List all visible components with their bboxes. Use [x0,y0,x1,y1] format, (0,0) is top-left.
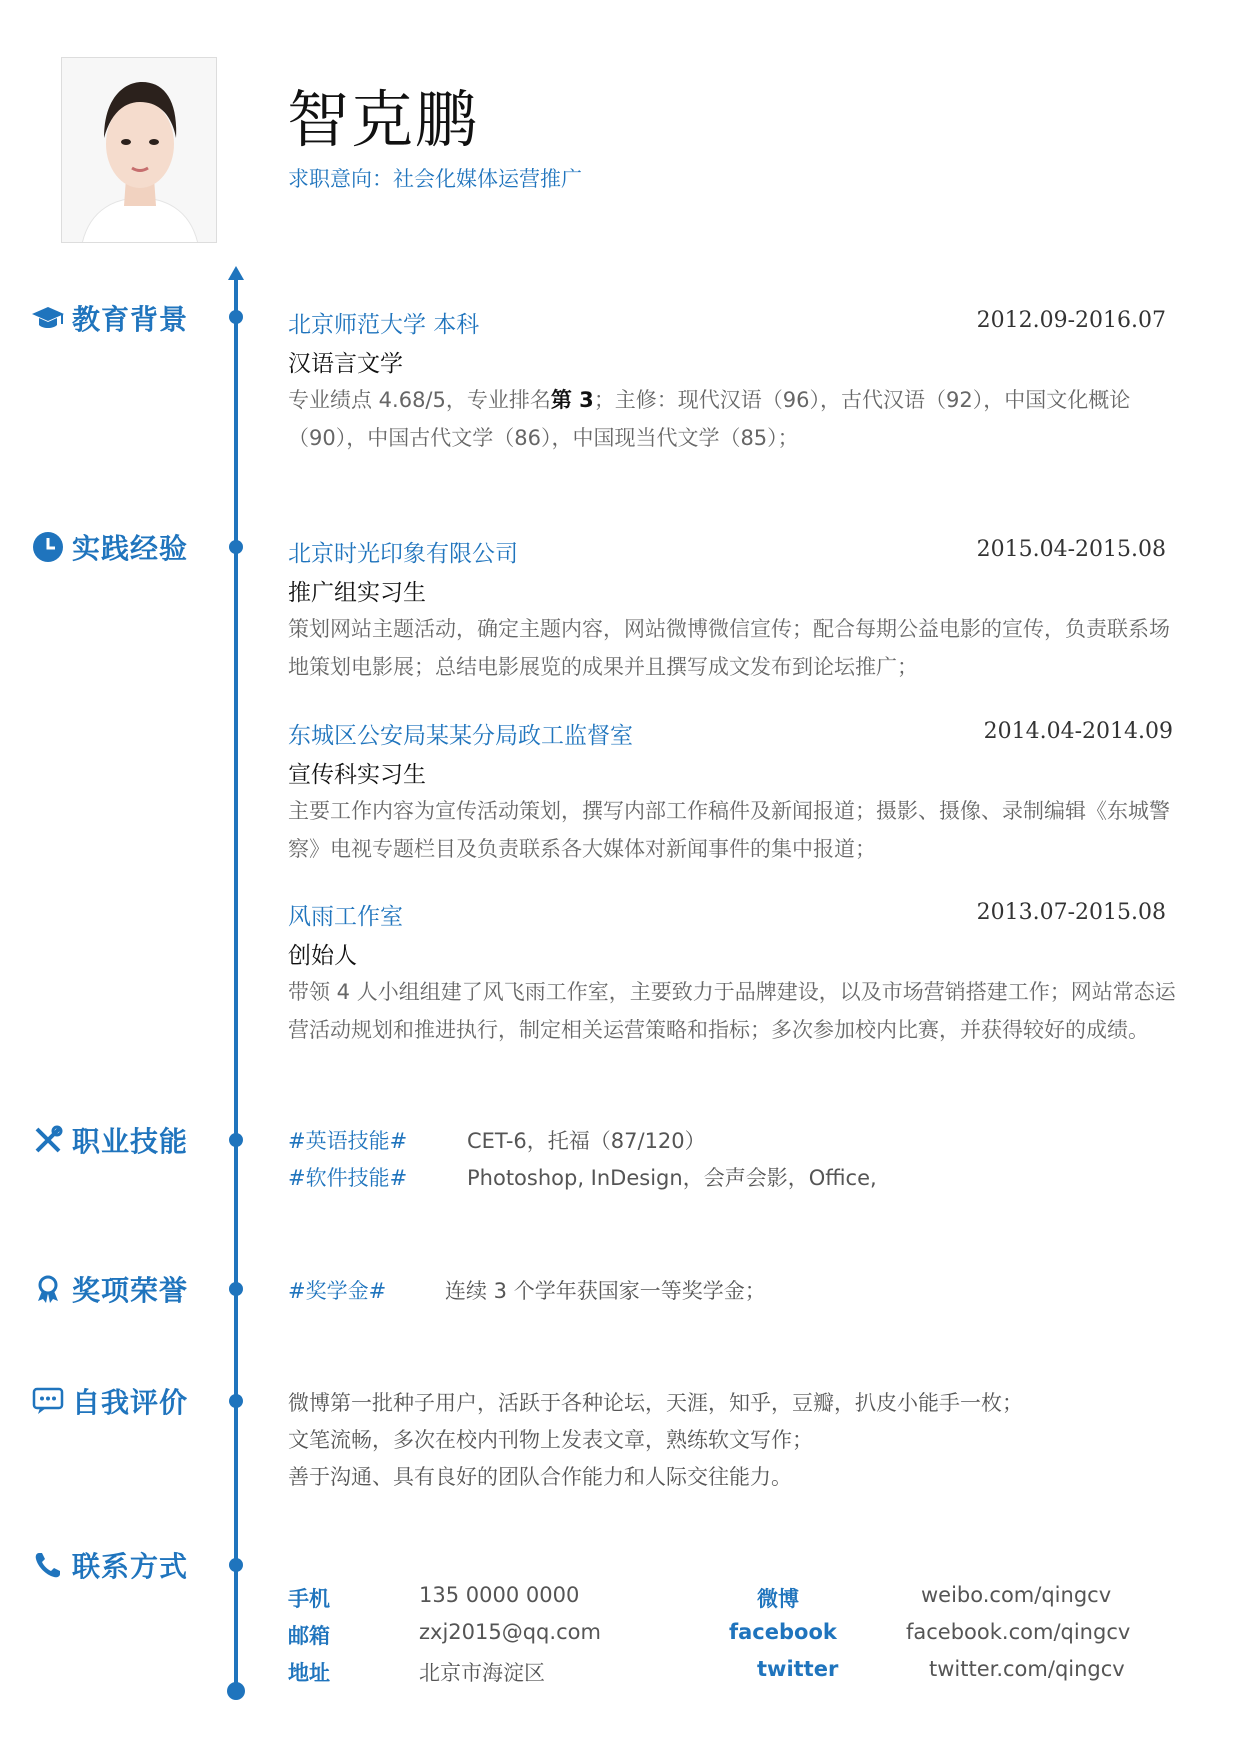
experience-date-2: 2014.04-2014.09 [983,719,1173,744]
section-experience-heading [30,527,188,567]
contact-label-weibo: 微博 [757,1587,799,1611]
contact-label-address: 地址 [288,1661,330,1685]
experience-role-1: 推广组实习生 [288,580,426,606]
timeline-dot [229,310,243,324]
section-contact-title: 联系方式 [72,1550,189,1583]
timeline-dot [229,1394,243,1408]
contact-value-address: 北京市海淀区 [419,1661,545,1685]
phone-icon [30,1547,66,1583]
education-school: 北京师范大学 本科 [288,312,480,338]
section-self-title: 自我评价 [72,1386,189,1419]
experience-org-3: 风雨工作室 [288,904,403,930]
timeline-dot [229,1282,243,1296]
self-eval-line-1: 微博第一批种子用户，活跃于各种论坛，天涯，知乎，豆瓣，扒皮小能手一枚； [288,1391,1023,1415]
contact-label-phone: 手机 [288,1587,330,1611]
section-self-heading [30,1381,188,1421]
timeline-line [234,278,238,1688]
award-ribbon-icon [30,1271,66,1307]
skill-value-1: CET-6，托福（87/120） [467,1129,706,1153]
skill-value-2: Photoshop, InDesign，会声会影，Office, [467,1166,877,1190]
section-awards-title: 奖项荣誉 [72,1274,189,1307]
chat-bubble-icon [30,1383,66,1419]
experience-desc-2: 主要工作内容为宣传活动策划，撰写内部工作稿件及新闻报道；摄影、摄像、录制编辑《东城警察》电视专题栏目及负责联系各大媒体对新闻事件的集中报道； [288,799,1170,861]
contact-label-email: 邮箱 [288,1624,330,1648]
job-intent-label: 求职意向： [288,167,393,191]
timeline-dot [229,1133,243,1147]
timeline-end-dot [227,1682,245,1700]
clock-icon [30,529,66,565]
experience-org-1: 北京时光印象有限公司 [288,541,518,567]
section-education-heading [30,298,188,338]
candidate-name: 智克鹏 [287,83,480,156]
section-skills-heading [30,1120,188,1160]
self-eval-line-3: 善于沟通、具有良好的团队合作能力和人际交往能力。 [288,1465,792,1489]
experience-date-3: 2013.07-2015.08 [976,900,1166,925]
education-description [288,381,1188,457]
timeline-dot [229,1558,243,1572]
education-rank: 第 3 [550,388,594,412]
section-skills-title: 职业技能 [72,1125,189,1158]
skill-tag-1: #英语技能# [288,1129,408,1153]
job-intent [288,163,582,193]
experience-date-1: 2015.04-2015.08 [976,537,1166,562]
education-date: 2012.09-2016.07 [976,308,1166,333]
graduation-cap-icon [30,300,66,336]
contact-label-twitter: twitter [757,1657,839,1681]
timeline-dot [229,540,243,554]
education-desc-post: ；主修：现代汉语（96），古代汉语（92），中国文化概论（90），中国古代文学（86），中国现当代文学（85）； [288,388,1131,450]
contact-label-facebook: facebook [729,1620,837,1644]
section-education-title: 教育背景 [72,303,189,336]
experience-role-2: 宣传科实习生 [288,762,426,788]
experience-desc-3: 带领 4 人小组组建了风飞雨工作室，主要致力于品牌建设，以及市场营销搭建工作；网站常态运营活动规划和推进执行，制定相关运营策略和指标；多次参加校内比赛，并获得较好的成绩。 [288,980,1176,1042]
contact-value-phone: 135 0000 0000 [419,1583,580,1607]
contact-value-facebook[interactable]: facebook.com/qingcv [906,1620,1131,1644]
award-tag-1: #奖学金# [288,1279,387,1303]
section-experience-title: 实践经验 [72,532,189,565]
tools-icon [30,1122,66,1158]
section-contact-heading [30,1545,188,1585]
job-intent-value: 社会化媒体运营推广 [393,167,582,191]
award-value-1: 连续 3 个学年获国家一等奖学金； [445,1279,766,1303]
portrait-image [62,58,217,243]
education-desc-pre: 专业绩点 4.68/5，专业排名 [288,388,551,412]
experience-desc-1: 策划网站主题活动，确定主题内容，网站微博微信宣传；配合每期公益电影的宣传，负责联系场地策划电影展；总结电影展览的成果并且撰写成文发布到论坛推广； [288,617,1170,679]
profile-photo [61,57,217,243]
contact-value-twitter[interactable]: twitter.com/qingcv [929,1657,1125,1681]
contact-value-email[interactable]: zxj2015@qq.com [419,1620,601,1644]
experience-org-2: 东城区公安局某某分局政工监督室 [288,723,633,749]
education-major: 汉语言文学 [288,351,403,377]
experience-role-3: 创始人 [288,943,357,969]
section-awards-heading [30,1269,188,1309]
self-eval-line-2: 文笔流畅，多次在校内刊物上发表文章，熟练软文写作； [288,1428,813,1452]
contact-value-weibo[interactable]: weibo.com/qingcv [921,1583,1112,1607]
skill-tag-2: #软件技能# [288,1166,408,1190]
